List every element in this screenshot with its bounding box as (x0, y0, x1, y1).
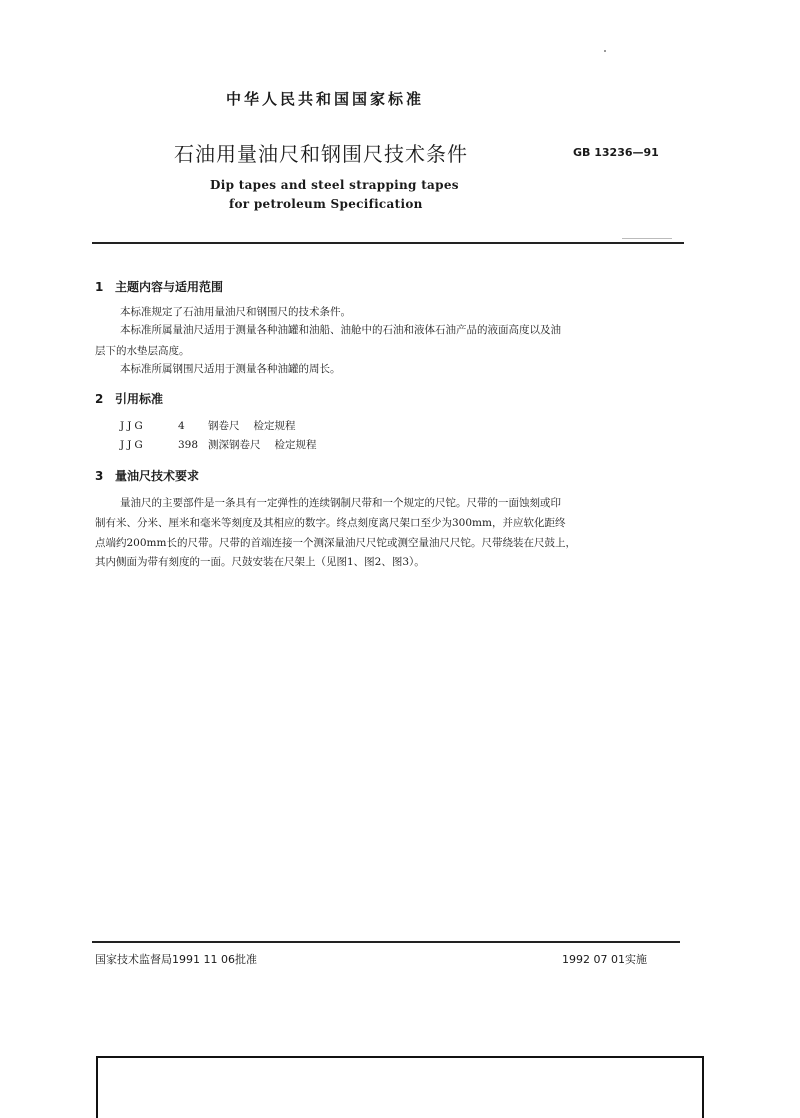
standard-title-english-line1: Dip tapes and steel strapping tapes (210, 178, 459, 192)
section-1-number: 1 (95, 280, 104, 294)
section-1-paragraph-3: 本标准所属钢围尺适用于测量各种油罐的周长。 (120, 363, 341, 375)
faint-divider (622, 238, 672, 239)
section-3-heading (95, 467, 199, 484)
section-2-heading (95, 390, 163, 407)
reference-name: 钢卷尺 (208, 420, 240, 432)
scan-speck (604, 50, 606, 52)
reference-item (120, 418, 296, 433)
reference-code: JJG (120, 420, 146, 432)
section-3-line-2: 制有米、分米、厘米和毫米等刻度及其相应的数字。终点刻度离尺架口至少为300mm，并应软化距终 (95, 517, 566, 529)
reference-item (120, 437, 317, 452)
reference-title: 检定规程 (274, 439, 317, 451)
section-3-title: 量油尺技术要求 (115, 469, 200, 483)
reference-title: 检定规程 (253, 420, 296, 432)
section-3-number: 3 (95, 469, 104, 483)
next-page-frame (96, 1056, 704, 1118)
section-1-heading (95, 278, 223, 295)
section-3-line-1: 量油尺的主要部件是一条具有一定弹性的连续钢制尺带和一个规定的尺铊。尺带的一面蚀刻或印 (120, 497, 561, 509)
reference-number: 398 (178, 439, 199, 451)
standard-title-chinese: 石油用量油尺和钢围尺技术条件 (174, 142, 468, 166)
approval-date: 国家技术监督局1991 11 06批准 (95, 953, 257, 966)
section-3-line-3: 点端约200mm长的尺带。尺带的首端连接一个测深量油尺尺铊或测空量油尺尺铊。尺带绕装在尺鼓上， (95, 537, 576, 549)
reference-name: 测深钢卷尺 (208, 439, 261, 451)
implementation-date: 1992 07 01实施 (562, 953, 647, 966)
section-1-title: 主题内容与适用范围 (115, 280, 224, 294)
section-3-line-4: 其内侧面为带有刻度的一面。尺鼓安装在尺架上（见图1、图2、图3）。 (95, 556, 425, 568)
header-divider (92, 242, 684, 244)
footer-divider (92, 941, 680, 943)
section-1-paragraph-1: 本标准规定了石油用量油尺和钢围尺的技术条件。 (120, 306, 351, 318)
section-1-paragraph-2-line1: 本标准所属量油尺适用于测量各种油罐和油船、油舱中的石油和液体石油产品的液面高度以及油 (120, 324, 561, 336)
reference-number: 4 (178, 420, 185, 432)
standard-number: GB 13236—91 (573, 146, 659, 159)
section-1-paragraph-2-line2: 层下的水垫层高度。 (95, 345, 190, 357)
issuing-organization: 中华人民共和国国家标准 (226, 90, 425, 108)
section-2-title: 引用标准 (115, 392, 164, 406)
standard-title-english-line2: for petroleum Specification (229, 197, 423, 211)
section-2-number: 2 (95, 392, 104, 406)
reference-code: JJG (120, 439, 146, 451)
